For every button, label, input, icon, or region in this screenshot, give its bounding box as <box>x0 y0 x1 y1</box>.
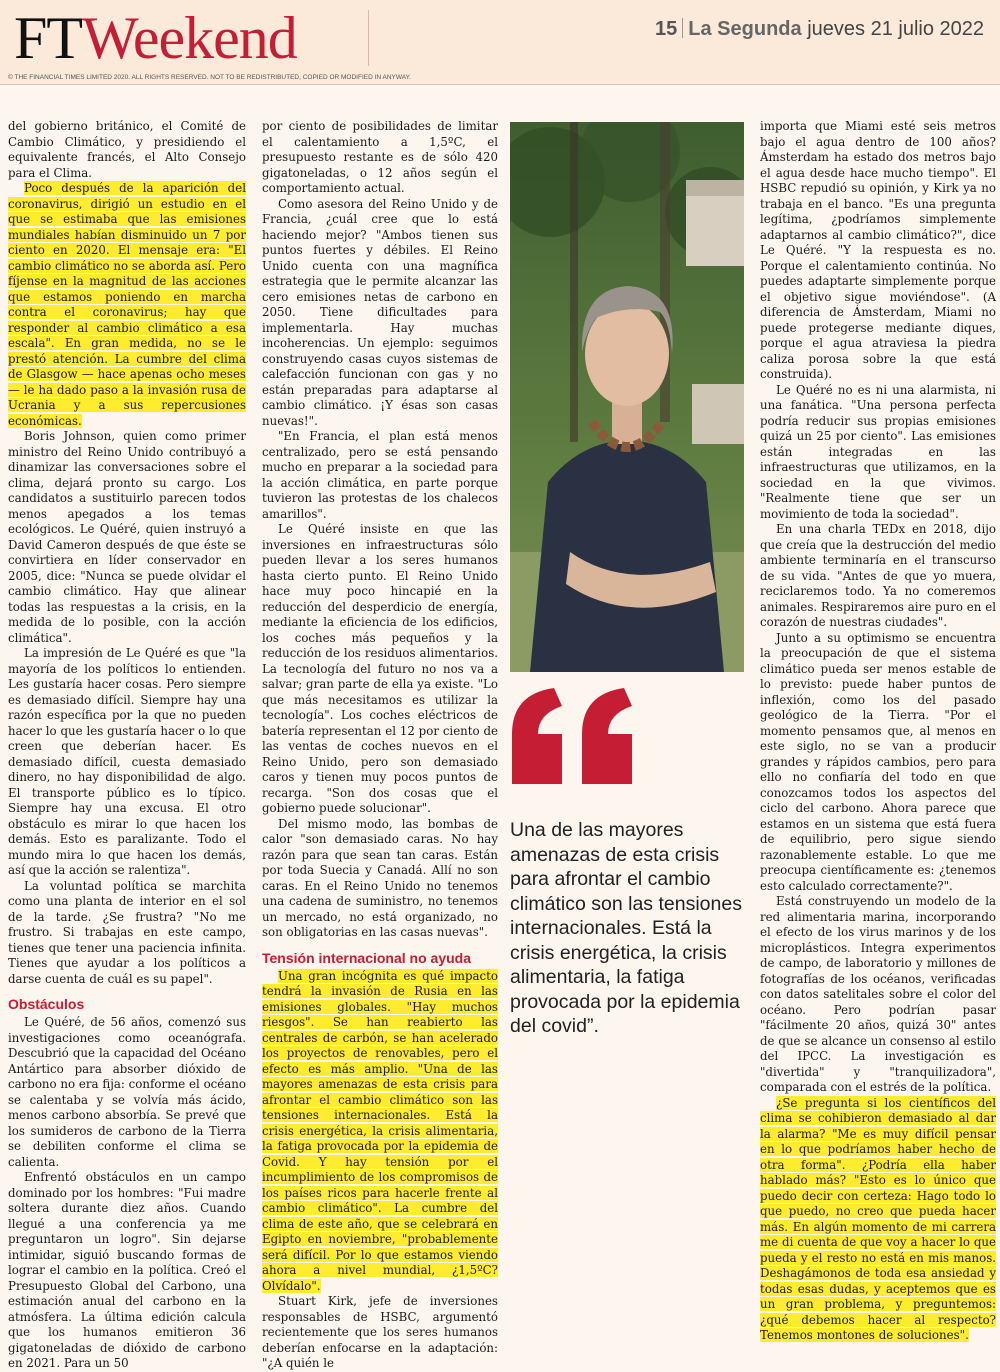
paragraph: Le Quéré no es ni una alarmista, ni una fanática. "Una persona perfecta podría reducir sus propias emisiones quizá un 25 por ciento". Las emisiones están integradas en las infraestructuras que utilizamos, en la sociedad en la que vivimos. "Realmente tiene que ser un movimiento de toda la sociedad". <box>760 382 996 521</box>
issue-separator <box>682 18 683 38</box>
paragraph: Le Quéré insiste en que las inversiones en infraestructuras sólo pueden llevar a los seres humanos hasta cierto punto. El Reino Unido hace muy poco hincapié en la reducción del desperdicio de energía, mediante la eficiencia de los edificios, los coches más pequeños y la reducción de los residuos alimentarios. La tecnología del futuro no nos va a salvar; gran parte de ella ya existe. "Lo que más necesitamos es utilizar la tecnología". Los coches eléctricos de batería representan el 12 por ciento de las ventas de coches nuevos en el Reino Unido, pero son demasiado caros y tienen muy pocos puntos de recarga. "Son dos cosas que el gobierno puede solucionar". <box>262 522 498 815</box>
page-number: 15 <box>655 18 678 40</box>
paragraph-highlighted <box>760 1096 996 1344</box>
masthead <box>0 0 1000 84</box>
logo-ft: FT <box>14 5 83 71</box>
masthead-divider <box>368 10 369 66</box>
section-heading-obstaculos: Obstáculos <box>8 996 85 1012</box>
paragraph: por ciento de posibilidades de limitar el calentamiento a 1,5ºC, el presupuesto restante es de sólo 420 gigatoneladas, o 12 años según el comportamiento actual. <box>262 119 498 195</box>
paragraph: Boris Johnson, quien como primer ministro del Reino Unido contribuyó a dinamizar las conversaciones sobre el clima, dejará pronto su cargo. Los candidatos a sustituirlo parecen todos menos apegados a los temas ecológicos. Le Quéré, quien instruyó a David Cameron después de que éste se convirtiera en líder conservador en 2005, dice: "Nunca se puede olvidar el cambio climático. Hay que alinear todas las respuestas a la crisis, en la medida de lo posible, con la acción climática". <box>8 429 246 645</box>
logo-weekend: Weekend <box>82 5 297 71</box>
highlighted-text: Poco después de la aparición del coronavirus, dirigió un estudio en el que se estimaba que las emisiones mundiales habían disminuido un 7 por ciento en 2020. El mensaje era: "El cambio climático no se aborda así. Pero fíjense en la magnitud de las acciones que estamos poniendo en marcha contra el coronavirus; hay que responder al cambio climático a esa escala". En gran medida, no se le prestó atención. La cumbre del clima de Glasgow — hace apenas ocho meses — le ha dado paso a la invasión rusa de Ucrania y a sus repercusiones económicas. <box>8 181 246 428</box>
header-rule <box>0 84 1000 85</box>
article-column-1 <box>8 119 246 1372</box>
paragraph: importa que Miami esté seis metros bajo el agua dentro de 100 años? Ámsterdam ha estado dos metros bajo el agua desde hace mucho tiempo". El HSBC repudió su opinión, y Kirk ya no trabaja en el banco. "Es una pregunta legítima, ¿podríamos simplemente adaptarnos al cambio climático?", dice Le Quéré. "Y la respuesta es no. Porque el calentamiento continúa. No puedes adaptarte simplemente porque el objetivo sigue moviéndose". (A diferencia de Ámsterdam, Miami no puede protegerse mediante diques, porque el agua atraviesa la piedra caliza porosa sobre la que está construida). <box>760 119 996 381</box>
paragraph: "En Francia, el plan está menos centralizado, pero se está pensando mucho en preparar a la sociedad para la acción climática, en parte porque tuvieron las protestas de los chalecos amarillos". <box>262 429 498 521</box>
portrait-illustration <box>510 122 744 672</box>
paragraph: Junto a su optimismo se encuentra la preocupación de que el sistema climático pueda ser menos estable de lo previsto: puede haber puntos de inflexión, como los del pasado geológico de la Tierra. "Por el momento pensamos que, al menos en este siglo, no se van a producir grandes y rápidos cambios, pero para ello no confiaría del todo en que conozcamos todos los aspectos del ciclo del carbono. Ahora parece que estamos en un sistema que está fuera de equilibrio, pero sigue siendo razonablemente estable. Lo que me preocupa científicamente es: ¿tenemos esto calculado correctamente?". <box>760 630 996 893</box>
paragraph: Le Quéré, de 56 años, comenzó sus investigaciones como oceanógrafa. Descubrió que la capacidad del Océano Antártico para absorber dióxido de carbono no era fija: conforme el océano se calentaba y se volvía más ácido, menos carbono absorbía. Se prevé que los sumideros de carbono de la Tierra se debiliten conforme el clima se calienta. <box>8 1015 246 1169</box>
highlighted-text: Una gran incógnita es qué impacto tendrá la invasión de Rusia en las emisiones globales. "Hay muchos riesgos". Se han reabierto las centrales de carbón, se han acelerado los proyectos de renovables, pero el efecto es más amplio. "Una de las mayores amenazas de esta crisis para afrontar el cambio climático son las tensiones internacionales. Está la crisis energética, la crisis alimentaria, la fatiga provocada por la epidemia de Covid. Y hay tensión por el incumplimiento de los compromisos de los países ricos para hacerle frente al cambio climático". La cumbre del clima de este año, que se celebrará en Egipto en noviembre, "probablemente será difícil. Por lo que estamos viendo ahora a nivel mundial, ¿1,5ºC? Olvídalo". <box>262 968 498 1293</box>
paragraph: La impresión de Le Quéré es que "la mayoría de los políticos lo entienden. Les gustaría hacer cosas. Pero siempre es demasiado difícil. Siempre hay una razón específica por la que no pueden hacer lo que les gustaría hacer o lo que creen que deberían hacer. Es demasiado difícil, cuesta demasiado dinero, no hay disponibilidad de algo. El transporte público es lo típico. Siempre hay una excusa. El otro obstáculo es mirar lo que hacen los demás. Esto es paralizante. Todo el mundo mira lo que hacen los demás, así que la acción se ralentiza". <box>8 646 246 877</box>
publication-name: La Segunda <box>688 18 802 40</box>
paragraph: En una charla TEDx en 2018, dijo que creía que la destrucción del medio ambiente terminaría en el transcurso de su vida. "Antes de que yo muera, reciclaremos todo. Ya no comeremos animales. Respiraremos aire puro en el corazón de nuestras ciudades". <box>760 522 996 629</box>
paragraph: La voluntad política se marchita como una planta de interior en el sol de la tarde. ¿Se frustra? "No me frustro. Si trabajas en este campo, tienes que tener una paciencia infinita. Tienes que ayudar a los políticos a darse cuenta de cuál es su papel". <box>8 878 246 986</box>
paragraph-highlighted <box>262 969 498 1295</box>
paragraph: Stuart Kirk, jefe de inversiones responsables de HSBC, argumentó recientemente que los seres humanos deberían enfocarse en la adaptación: "¿A quién le <box>262 1294 498 1370</box>
quotation-mark-icon <box>510 686 640 786</box>
highlighted-text: ¿Se pregunta si los científicos del clima se cohibieron demasiado al dar la alarma? "Me es muy difícil pensar en lo que podríamos haber hecho de otra forma". ¿Podría ella haber hablado más? "Esto es lo único que puedo decir con certeza: Hago todo lo que puedo, no creo que pueda hacer más. En algún momento de mi carrera me di cuenta de que voy a hacer lo que pueda y el resto no está en mis manos. Deshagámonos de toda esa ansiedad y todas esas dudas, y aceptemos que es un gran problema, y preguntemos: ¿qué debemos hacer al respecto? Tenemos montones de soluciones". <box>760 1095 996 1342</box>
paragraph: Está construyendo un modelo de la red alimentaria marina, incorporando el efecto de los virus marinos y de los microplásticos. Integra experimentos de campo, de laboratorio y millones de fotografías de los océanos, verificadas con datos satelitales sobre el color del océano. Pero podrían pasar "fácilmente 20 años, quizá 30" antes de que se alcance un consenso al estilo del IPCC. La investigación es "divertida" y "tranquilizadora", comparada con el estrés de la política. <box>760 894 996 1094</box>
article-column-2 <box>262 119 498 1372</box>
pull-quote: Una de las mayores amenazas de esta crisis para afrontar el cambio climático son las tensiones internacionales. Está la crisis energética, la crisis alimentaria, la fatiga provocada por la epidemia del covid”. <box>510 819 742 1037</box>
issue-info <box>655 18 984 41</box>
issue-date: jueves 21 julio 2022 <box>807 18 984 40</box>
section-heading-tension-internacional: Tensión internacional no ayuda <box>262 949 471 966</box>
paragraph-highlighted <box>8 181 246 429</box>
paragraph: Enfrentó obstáculos en un campo dominado por los hombres: "Fui madre soltera durante diez años. Cuando llegué a una conferencia ya me preguntaron un logro". Sin dejarse intimidar, siguió buscando formas de lograr el cambio en la política. Creó el Presupuesto Global del Carbono, una estimación anual del carbono en la atmósfera. La última edición calcula que los humanos emitieron 36 gigatoneladas de dióxido de carbono en 2021. Para un 50 <box>8 1170 246 1370</box>
paragraph: del gobierno británico, el Comité de Cambio Climático, y presidiendo el equivalente francés, el Alto Consejo para el Clima. <box>8 119 246 180</box>
copyright-notice: © THE FINANCIAL TIMES LIMITED 2020. ALL RIGHTS RESERVED. NOT TO BE REDISTRIBUTED, COPIED OR MODIFIED IN ANYWAY. <box>8 74 411 81</box>
ft-weekend-logo <box>14 4 297 72</box>
paragraph: Del mismo modo, las bombas de calor "son demasiado caras. No hay razón para que sean tan caras. Están por toda Suecia y Canadá. Allí no son caras. En el Reino Unido no tenemos una cadena de suministro, no tenemos un mercado, no está organizado, no son obligatorias en las casas nuevas". <box>262 816 498 939</box>
article-column-3 <box>760 119 996 1344</box>
paragraph: Como asesora del Reino Unido y de Francia, ¿cuál cree que lo está haciendo mejor? "Ambos tienen sus puntos fuertes y débiles. El Reino Unido cuenta con una magnífica estrategia que le permite alcanzar las cero emisiones netas de carbono en 2050. Tiene dificultades para implementarla. Hay muchas incoherencias. Un ejemplo: seguimos construyendo casas cuyos sistemas de calefacción funcionan con gas y no están preparadas para adaptarse al cambio climático. ¡Y ésas son casas nuevas!". <box>262 196 498 428</box>
portrait-photo <box>510 122 744 672</box>
